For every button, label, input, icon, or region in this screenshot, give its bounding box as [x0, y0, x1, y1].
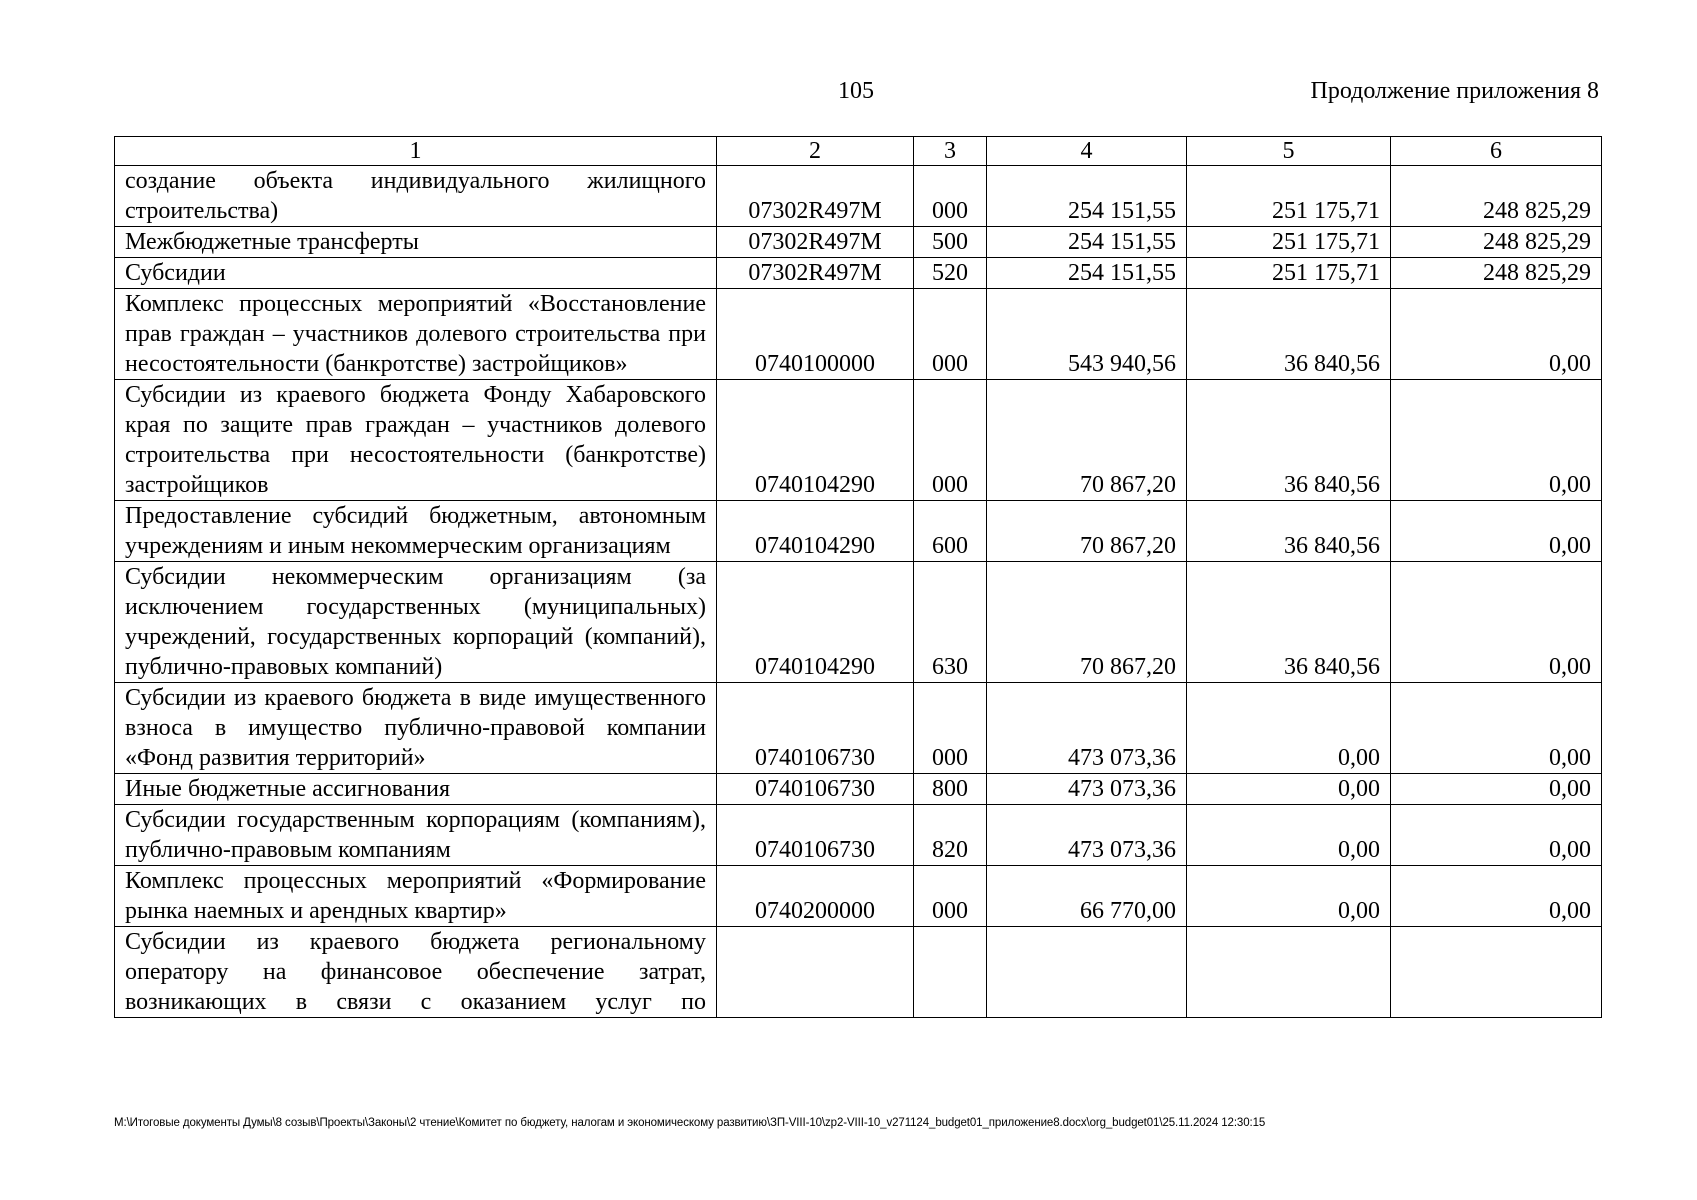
row-value-col6: 0,00 [1391, 866, 1602, 927]
row-code: 07302R497M [717, 166, 914, 227]
row-value-col4: 254 151,55 [987, 227, 1187, 258]
row-code: 0740106730 [717, 805, 914, 866]
row-name: Иные бюджетные ассигнования [115, 774, 717, 805]
row-code: 0740106730 [717, 683, 914, 774]
row-value-col4: 70 867,20 [987, 380, 1187, 501]
table-row [115, 258, 1602, 289]
row-value-col4: 473 073,36 [987, 774, 1187, 805]
row-value-col4: 254 151,55 [987, 258, 1187, 289]
row-value-col5 [1187, 927, 1391, 1018]
row-code: 0740104290 [717, 380, 914, 501]
row-code: 0740106730 [717, 774, 914, 805]
table-row [115, 501, 1602, 562]
row-value-col6: 0,00 [1391, 562, 1602, 683]
row-expense-type: 600 [914, 501, 987, 562]
column-header: 5 [1187, 137, 1391, 166]
table-row [115, 774, 1602, 805]
page-number: 105 [838, 78, 874, 104]
column-header: 1 [115, 137, 717, 166]
row-value-col5: 251 175,71 [1187, 258, 1391, 289]
column-header: 3 [914, 137, 987, 166]
row-value-col4 [987, 927, 1187, 1018]
row-name: Субсидии из краевого бюджета региональному оператору на финансовое обеспечение затрат, возникающих в связи с оказанием услуг по [115, 927, 717, 1018]
row-code: 0740100000 [717, 289, 914, 380]
row-value-col4: 70 867,20 [987, 501, 1187, 562]
table-row [115, 805, 1602, 866]
row-value-col4: 254 151,55 [987, 166, 1187, 227]
table-row [115, 562, 1602, 683]
row-name: Субсидии некоммерческим организациям (за исключением государственных (муниципальных) учреждений, государственных корпораций (компаний), публично-правовых компаний) [115, 562, 717, 683]
row-name: Субсидии из краевого бюджета в виде имущественного взноса в имущество публично-правовой компании «Фонд развития территорий» [115, 683, 717, 774]
row-expense-type: 800 [914, 774, 987, 805]
row-value-col5: 36 840,56 [1187, 562, 1391, 683]
row-value-col6: 0,00 [1391, 683, 1602, 774]
row-code: 07302R497M [717, 258, 914, 289]
row-expense-type: 000 [914, 289, 987, 380]
row-value-col5: 0,00 [1187, 866, 1391, 927]
row-value-col5: 0,00 [1187, 774, 1391, 805]
column-header: 4 [987, 137, 1187, 166]
table-row [115, 866, 1602, 927]
row-expense-type: 520 [914, 258, 987, 289]
row-value-col6: 0,00 [1391, 774, 1602, 805]
continuation-caption: Продолжение приложения 8 [1310, 78, 1599, 104]
row-code [717, 927, 914, 1018]
table-row [115, 166, 1602, 227]
row-name: Субсидии государственным корпорациям (компаниям), публично-правовым компаниям [115, 805, 717, 866]
row-name: Субсидии [115, 258, 717, 289]
row-value-col4: 473 073,36 [987, 683, 1187, 774]
row-code: 0740200000 [717, 866, 914, 927]
row-value-col5: 36 840,56 [1187, 289, 1391, 380]
row-expense-type: 000 [914, 866, 987, 927]
row-name: создание объекта индивидуального жилищного строительства) [115, 166, 717, 227]
row-name: Комплекс процессных мероприятий «Формирование рынка наемных и арендных квартир» [115, 866, 717, 927]
row-value-col5: 0,00 [1187, 805, 1391, 866]
row-name: Субсидии из краевого бюджета Фонду Хабаровского края по защите прав граждан – участников долевого строительства при несостоятельности (банкротстве) застройщиков [115, 380, 717, 501]
row-value-col6 [1391, 927, 1602, 1018]
row-value-col4: 543 940,56 [987, 289, 1187, 380]
row-code: 0740104290 [717, 501, 914, 562]
row-name: Предоставление субсидий бюджетным, автономным учреждениям и иным некоммерческим организациям [115, 501, 717, 562]
row-expense-type: 820 [914, 805, 987, 866]
row-code: 0740104290 [717, 562, 914, 683]
row-code: 07302R497M [717, 227, 914, 258]
row-name: Комплекс процессных мероприятий «Восстановление прав граждан – участников долевого строительства при несостоятельности (банкротстве) застройщиков» [115, 289, 717, 380]
row-expense-type: 000 [914, 380, 987, 501]
table-row [115, 927, 1602, 1018]
row-value-col6: 0,00 [1391, 380, 1602, 501]
row-name: Межбюджетные трансферты [115, 227, 717, 258]
row-value-col5: 251 175,71 [1187, 227, 1391, 258]
row-expense-type [914, 927, 987, 1018]
table-row [115, 683, 1602, 774]
row-value-col4: 70 867,20 [987, 562, 1187, 683]
row-value-col5: 0,00 [1187, 683, 1391, 774]
row-value-col6: 248 825,29 [1391, 166, 1602, 227]
row-value-col4: 473 073,36 [987, 805, 1187, 866]
column-header: 2 [717, 137, 914, 166]
column-number-row [115, 137, 1602, 166]
budget-table [114, 136, 1602, 1018]
row-value-col5: 36 840,56 [1187, 501, 1391, 562]
row-value-col6: 0,00 [1391, 501, 1602, 562]
row-value-col5: 251 175,71 [1187, 166, 1391, 227]
row-expense-type: 000 [914, 166, 987, 227]
table-row [115, 227, 1602, 258]
row-value-col6: 248 825,29 [1391, 258, 1602, 289]
table-row [115, 380, 1602, 501]
row-expense-type: 630 [914, 562, 987, 683]
row-expense-type: 500 [914, 227, 987, 258]
row-value-col5: 36 840,56 [1187, 380, 1391, 501]
file-path-footer: M:\Итоговые документы Думы\8 созыв\Проекты\Законы\2 чтение\Комитет по бюджету, налогам и экономическому развитию\ЗП-VIII-10\zp2-VIII-10_v271124_budget01_приложение8.docx\org_budget01\25.11.2024 12:30:15 [114, 1117, 1266, 1129]
row-value-col6: 0,00 [1391, 805, 1602, 866]
row-value-col6: 0,00 [1391, 289, 1602, 380]
column-header: 6 [1391, 137, 1602, 166]
row-value-col6: 248 825,29 [1391, 227, 1602, 258]
table-row [115, 289, 1602, 380]
row-value-col4: 66 770,00 [987, 866, 1187, 927]
row-expense-type: 000 [914, 683, 987, 774]
